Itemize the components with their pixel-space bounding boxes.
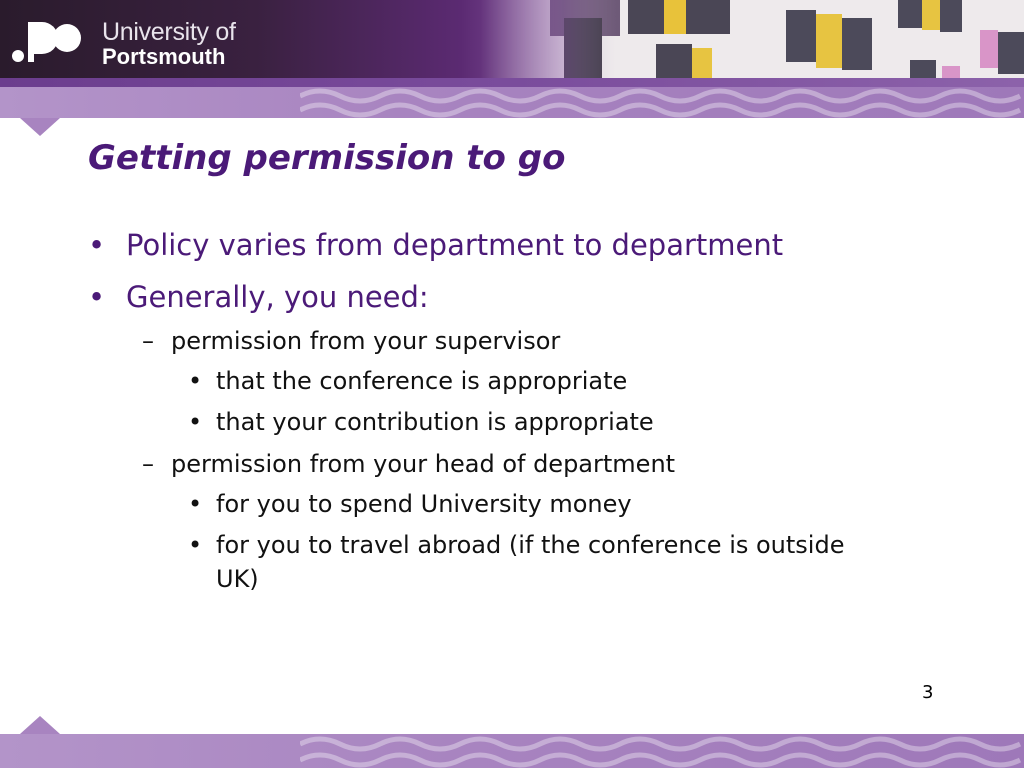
bullet-text: permission from your head of department — [171, 450, 676, 478]
bullet-level1 — [88, 280, 429, 314]
bullet-marker: • — [188, 408, 203, 436]
bullet-level2 — [142, 327, 560, 355]
footer-notch — [20, 716, 60, 734]
bullet-level3 — [188, 528, 868, 596]
logo-text-portsmouth: Portsmouth — [102, 44, 226, 69]
bullet-text: that your contribution is appropriate — [216, 408, 654, 436]
bullet-marker: • — [188, 531, 203, 559]
bullet-level1 — [88, 228, 783, 262]
university-logo — [10, 10, 270, 69]
bullet-marker: • — [88, 280, 106, 314]
bullet-marker: • — [88, 228, 106, 262]
wave-pattern — [300, 86, 1024, 118]
bullet-level2 — [142, 450, 675, 478]
bullet-text: for you to spend University money — [216, 490, 632, 518]
bullet-text: Policy varies from department to department — [126, 228, 784, 262]
building-photo — [480, 0, 1024, 90]
bullet-text: permission from your supervisor — [171, 327, 561, 355]
header-notch — [20, 118, 60, 136]
bullet-level3 — [188, 405, 888, 439]
bullet-marker: • — [188, 367, 203, 395]
footer-wave-pattern — [300, 734, 1024, 768]
slide-title: Getting permission to go — [88, 138, 566, 178]
bullet-level3 — [188, 364, 888, 398]
dash-marker: – — [142, 450, 154, 478]
bullet-text: Generally, you need: — [126, 280, 429, 314]
portsmouth-dots-logo-icon — [10, 16, 82, 68]
bullet-level3 — [188, 487, 888, 521]
bullet-text: that the conference is appropriate — [216, 367, 628, 395]
bullet-text: for you to travel abroad (if the conference is outside UK) — [216, 531, 845, 593]
dash-marker: – — [142, 327, 154, 355]
footer-band — [0, 734, 1024, 768]
page-number: 3 — [922, 682, 934, 703]
logo-text-university-of: University of — [102, 18, 236, 46]
bullet-marker: • — [188, 490, 203, 518]
